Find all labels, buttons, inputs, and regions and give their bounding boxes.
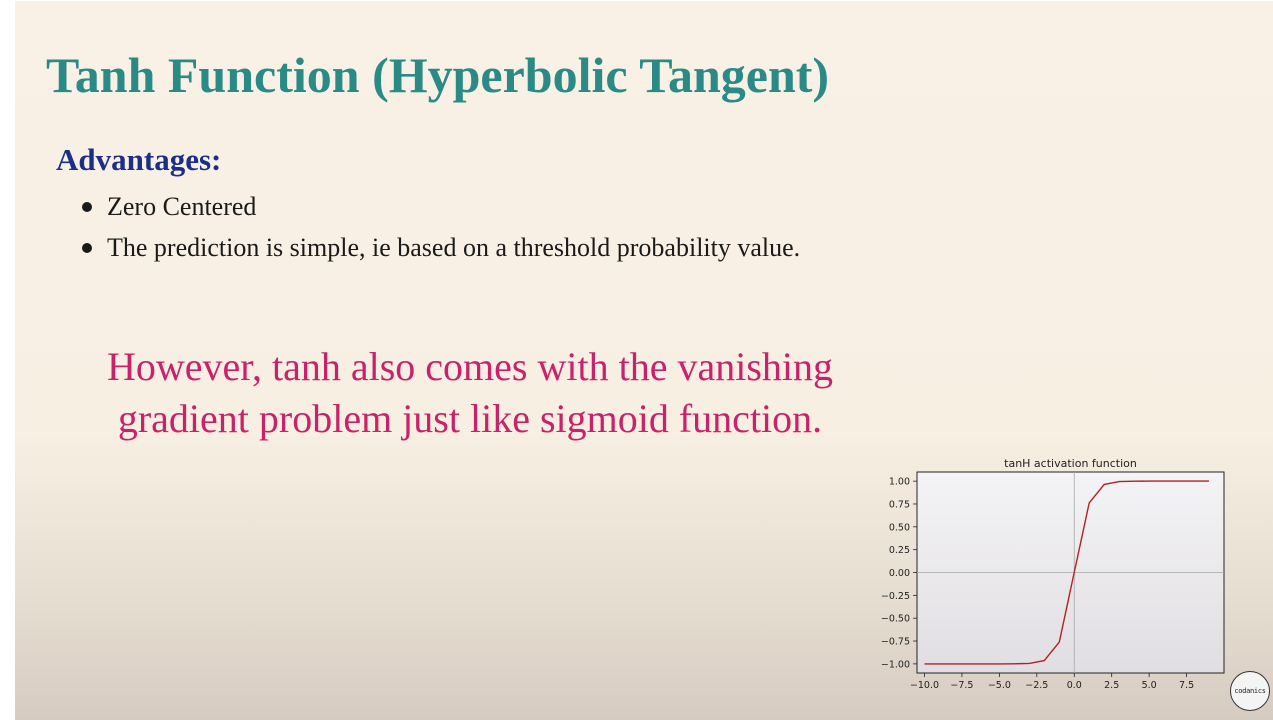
tanh-chart — [865, 455, 1225, 693]
y-tick-label: −1.00 — [880, 659, 910, 671]
x-tick-label: −5.0 — [987, 680, 1011, 691]
advantage-item-simple-prediction: The prediction is simple, ie based on a threshold probability value. — [79, 227, 800, 268]
codanics-logo — [1230, 671, 1270, 711]
x-tick-label: −10.0 — [909, 680, 940, 691]
y-tick-label: 1.00 — [888, 476, 910, 488]
x-tick-label: 7.5 — [1179, 680, 1195, 691]
note-line-1: However, tanh also comes with the vanishing — [106, 344, 833, 389]
x-tick-label: 5.0 — [1141, 680, 1157, 691]
advantages-list — [79, 186, 800, 268]
y-tick-label: 0.75 — [888, 499, 910, 511]
vanishing-gradient-note — [67, 341, 873, 445]
advantage-item-zero-centered: Zero Centered — [79, 186, 800, 227]
y-tick-label: −0.25 — [880, 590, 910, 602]
y-tick-label: 0.50 — [888, 522, 910, 534]
note-line-2: gradient problem just like sigmoid function. — [117, 396, 823, 441]
logo-text: codanics — [1234, 687, 1266, 695]
x-tick-label: −7.5 — [950, 680, 974, 691]
y-tick-label: 0.00 — [888, 568, 910, 579]
slide-title: Tanh Function (Hyperbolic Tangent) — [46, 47, 830, 103]
x-tick-label: 0.0 — [1066, 680, 1082, 691]
y-tick-label: −0.50 — [880, 613, 910, 625]
y-tick-label: −0.75 — [880, 636, 910, 648]
x-tick-label: 2.5 — [1104, 680, 1120, 691]
tanh-chart-svg — [865, 455, 1225, 693]
chart-title: tanH activation function — [1004, 457, 1137, 470]
x-tick-label: −2.5 — [1025, 680, 1049, 691]
advantages-heading: Advantages: — [56, 142, 222, 177]
y-tick-label: 0.25 — [888, 545, 910, 557]
